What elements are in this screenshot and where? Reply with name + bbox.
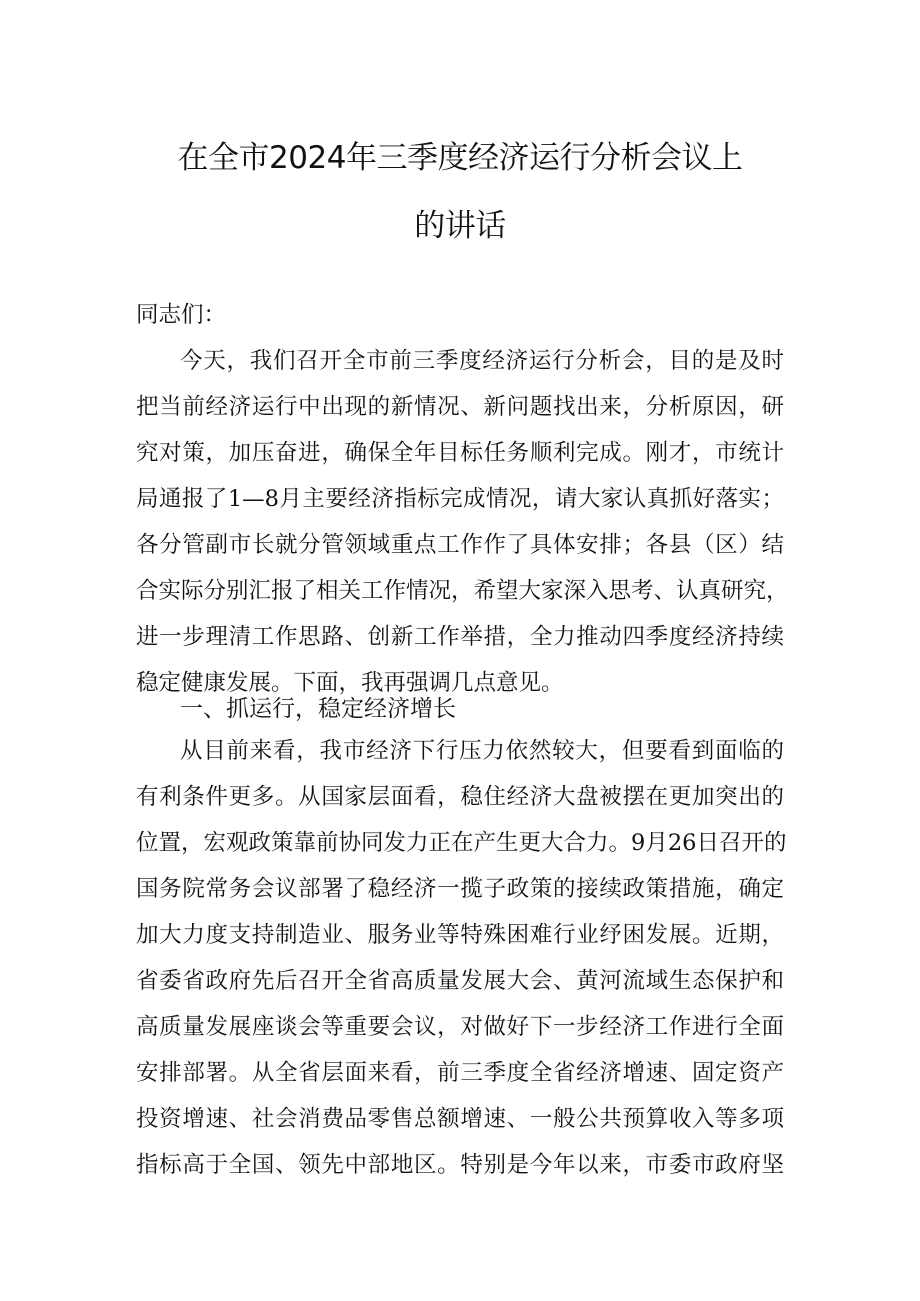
paragraph-2-line: 安排部署。从全省层面来看，前三季度全省经济增速、固定资产 [136,1060,784,1086]
paragraph-2-line: 位置，宏观政策靠前协同发力正在产生更大合力。9月26日召开的 [136,830,787,856]
document-title-line-1: 在全市2024年三季度经济运行分析会议上 [177,140,743,176]
paragraph-2-line: 省委省政府先后召开全省高质量发展大会、黄河流域生态保护和 [136,968,784,994]
paragraph-2-line: 投资增速、社会消费品零售总额增速、一般公共预算收入等多项 [136,1106,784,1132]
paragraph-2-line: 加大力度支持制造业、服务业等特殊困难行业纾困发展。近期， [136,922,784,948]
section-1-heading: 一、抓运行，稳定经济增长 [180,696,456,722]
paragraph-1-line: 各分管副市长就分管领域重点工作作了具体安排；各县（区）结 [136,532,784,558]
paragraph-2-line: 国务院常务会议部署了稳经济一揽子政策的接续政策措施，确定 [136,876,784,902]
salutation: 同志们： [136,302,227,328]
paragraph-1-line: 今天，我们召开全市前三季度经济运行分析会，目的是及时 [180,348,784,374]
paragraph-2-line: 有利条件更多。从国家层面看，稳住经济大盘被摆在更加突出的 [136,784,784,810]
paragraph-1-line: 局通报了1—8月主要经济指标完成情况，请大家认真抓好落实； [136,486,784,512]
paragraph-2-line: 从目前来看，我市经济下行压力依然较大，但要看到面临的 [180,738,784,764]
paragraph-1-line: 究对策，加压奋进，确保全年目标任务顺利完成。刚才，市统计 [136,440,784,466]
document-title-line-2: 的讲话 [414,208,506,244]
paragraph-1-line: 合实际分别汇报了相关工作情况，希望大家深入思考、认真研究， [136,578,789,604]
paragraph-2-line: 指标高于全国、领先中部地区。特别是今年以来，市委市政府坚 [136,1152,784,1178]
paragraph-2-line: 高质量发展座谈会等重要会议，对做好下一步经济工作进行全面 [136,1014,784,1040]
paragraph-1-line: 把当前经济运行中出现的新情况、新问题找出来，分析原因，研 [136,394,784,420]
paragraph-1-line: 进一步理清工作思路、创新工作举措，全力推动四季度经济持续 [136,624,784,650]
paragraph-1-line: 稳定健康发展。下面，我再强调几点意见。 [136,670,564,696]
